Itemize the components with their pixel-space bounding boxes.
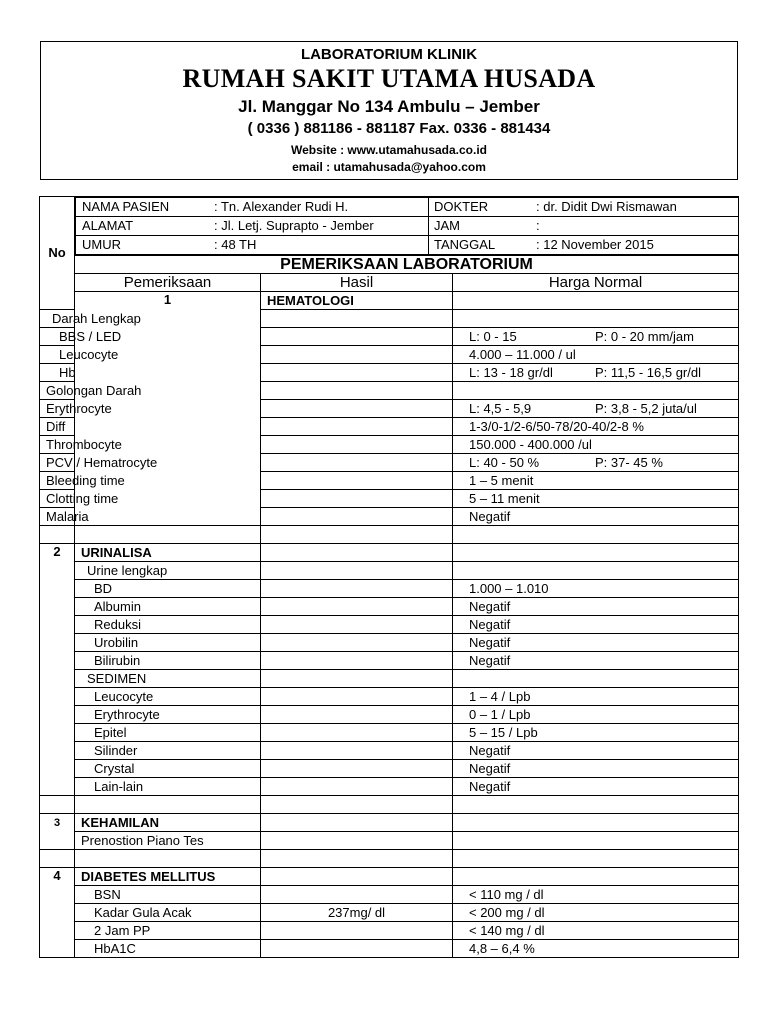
result-value bbox=[261, 886, 453, 904]
patient-name-label: NAMA PASIEN bbox=[82, 199, 170, 214]
exam-name: BSN bbox=[75, 886, 261, 904]
normal-value-text: 4.000 – 11.000 / ul bbox=[469, 346, 576, 362]
exam-name: Thrombocyte bbox=[40, 436, 75, 454]
exam-name: Bilirubin bbox=[75, 652, 261, 670]
exam-name: Malaria bbox=[40, 508, 75, 526]
report-title: PEMERIKSAAN LABORATORIUM bbox=[75, 256, 739, 274]
normal-value-text: Negatif bbox=[469, 634, 511, 650]
section-number bbox=[40, 814, 75, 850]
normal-value-text: Negatif bbox=[469, 652, 511, 668]
age-value: : 48 TH bbox=[214, 237, 257, 252]
result-value bbox=[261, 310, 453, 328]
normal-value bbox=[453, 310, 739, 328]
exam-name: Kadar Gula Acak bbox=[75, 904, 261, 922]
exam-name: PCV / Hematrocyte bbox=[40, 454, 75, 472]
result-value bbox=[261, 760, 453, 778]
exam-name: Golongan Darah bbox=[40, 382, 75, 400]
section-number bbox=[40, 544, 75, 796]
normal-value bbox=[453, 886, 739, 904]
result-cell bbox=[261, 814, 453, 832]
exam-name: Crystal bbox=[75, 760, 261, 778]
exam-name: BBS / LED bbox=[40, 328, 75, 346]
normal-value bbox=[453, 436, 739, 454]
normal-value-text: 0 – 1 / Lpb bbox=[469, 706, 531, 722]
spacer-row bbox=[40, 526, 739, 544]
table-row bbox=[40, 706, 739, 724]
normal-value bbox=[453, 418, 739, 436]
table-row bbox=[40, 778, 739, 796]
spacer-cell bbox=[40, 526, 75, 544]
exam-name: Erythrocyte bbox=[40, 400, 75, 418]
normal-value bbox=[453, 400, 739, 418]
normal-value-text: < 140 mg / dl bbox=[469, 922, 545, 938]
hospital-address: Jl. Manggar No 134 Ambulu – Jember bbox=[238, 97, 540, 116]
col-normal-header: Harga Normal bbox=[453, 274, 739, 292]
address-value: : Jl. Letj. Suprapto - Jember bbox=[214, 218, 374, 233]
exam-name: Darah Lengkap bbox=[40, 310, 75, 328]
exam-name: Erythrocyte bbox=[75, 706, 261, 724]
result-value bbox=[261, 472, 453, 490]
result-value bbox=[261, 688, 453, 706]
result-value bbox=[261, 562, 453, 580]
exam-name: Urine lengkap bbox=[75, 562, 261, 580]
spacer-cell bbox=[40, 796, 75, 814]
normal-value-text: Negatif bbox=[469, 598, 511, 614]
normal-value-text: < 110 mg / dl bbox=[469, 886, 544, 902]
lab-name: LABORATORIUM KLINIK bbox=[300, 46, 478, 63]
result-cell bbox=[453, 292, 739, 310]
hospital-website: Website : www.utamahusada.co.id bbox=[290, 143, 488, 157]
result-cell bbox=[261, 544, 453, 562]
no-label: No bbox=[48, 245, 66, 260]
table-row bbox=[40, 760, 739, 778]
exam-name: Reduksi bbox=[75, 616, 261, 634]
section-header-row bbox=[40, 868, 739, 886]
col-exam-header: Pemeriksaan bbox=[75, 274, 261, 292]
result-value bbox=[261, 922, 453, 940]
exam-name: BD bbox=[75, 580, 261, 598]
normal-value bbox=[453, 688, 739, 706]
normal-value bbox=[453, 328, 739, 346]
table-row bbox=[40, 832, 739, 850]
normal-cell bbox=[453, 814, 739, 832]
normal-value bbox=[453, 616, 739, 634]
hospital-name: RUMAH SAKIT UTAMA HUSADA bbox=[182, 64, 596, 93]
exam-name: SEDIMEN bbox=[75, 670, 261, 688]
normal-value bbox=[453, 832, 739, 850]
result-value bbox=[261, 490, 453, 508]
table-row bbox=[40, 904, 739, 922]
result-value bbox=[261, 346, 453, 364]
result-value bbox=[261, 580, 453, 598]
normal-value bbox=[453, 724, 739, 742]
normal-value bbox=[453, 760, 739, 778]
lab-report-table bbox=[39, 196, 739, 958]
normal-value-text: 4,8 – 6,4 % bbox=[469, 940, 535, 956]
normal-value-text: Negatif bbox=[469, 616, 511, 632]
spacer-cell bbox=[261, 850, 453, 868]
normal-cell bbox=[453, 544, 739, 562]
time-value: : bbox=[536, 218, 540, 233]
result-value bbox=[261, 508, 453, 526]
letterhead bbox=[40, 41, 738, 180]
normal-value bbox=[453, 364, 739, 382]
normal-value bbox=[453, 346, 739, 364]
spacer-cell bbox=[75, 796, 261, 814]
exam-name: HbA1C bbox=[75, 940, 261, 958]
section-name: HEMATOLOGI bbox=[261, 292, 453, 310]
normal-value-text: Negatif bbox=[469, 760, 511, 776]
normal-value-male: L: 4,5 - 5,9 bbox=[469, 400, 532, 416]
table-row bbox=[40, 652, 739, 670]
hospital-email: email : utamahusada@yahoo.com bbox=[292, 160, 486, 174]
normal-value-text: 5 – 11 menit bbox=[469, 490, 540, 506]
section-number bbox=[40, 868, 75, 958]
result-value bbox=[261, 418, 453, 436]
spacer-cell bbox=[261, 796, 453, 814]
normal-value bbox=[453, 940, 739, 958]
normal-value bbox=[453, 922, 739, 940]
spacer-cell bbox=[75, 850, 261, 868]
exam-name: Leucocyte bbox=[75, 688, 261, 706]
normal-value-text: 5 – 15 / Lpb bbox=[469, 724, 538, 740]
table-row bbox=[40, 580, 739, 598]
result-value bbox=[261, 652, 453, 670]
address-label: ALAMAT bbox=[82, 218, 134, 233]
section-number-text: 3 bbox=[53, 817, 61, 829]
result-value bbox=[261, 328, 453, 346]
result-value bbox=[261, 454, 453, 472]
result-value bbox=[261, 724, 453, 742]
normal-value-text: 1.000 – 1.010 bbox=[469, 580, 549, 596]
result-value bbox=[261, 616, 453, 634]
result-value bbox=[261, 598, 453, 616]
exam-name: Bleeding time bbox=[40, 472, 75, 490]
result-value bbox=[261, 364, 453, 382]
normal-value-male: L: 0 - 15 bbox=[469, 328, 517, 344]
exam-name: Lain-lain bbox=[75, 778, 261, 796]
exam-name: Prenostion Piano Tes bbox=[75, 832, 261, 850]
normal-value bbox=[453, 652, 739, 670]
table-row bbox=[40, 562, 739, 580]
normal-value bbox=[453, 508, 739, 526]
spacer-cell bbox=[453, 796, 739, 814]
age-label: UMUR bbox=[82, 237, 121, 252]
exam-name: Epitel bbox=[75, 724, 261, 742]
result-cell bbox=[261, 868, 453, 886]
patient-info bbox=[75, 197, 739, 256]
table-row bbox=[40, 922, 739, 940]
normal-value-text: 1-3/0-1/2-6/50-78/20-40/2-8 % bbox=[469, 418, 644, 434]
normal-value-female: P: 0 - 20 mm/jam bbox=[595, 328, 694, 344]
exam-name: Silinder bbox=[75, 742, 261, 760]
normal-value bbox=[453, 562, 739, 580]
table-row bbox=[40, 616, 739, 634]
result-value bbox=[261, 832, 453, 850]
exam-name: Diff bbox=[40, 418, 75, 436]
table-row bbox=[40, 598, 739, 616]
exam-name: Albumin bbox=[75, 598, 261, 616]
spacer-row bbox=[40, 850, 739, 868]
normal-value-text: < 200 mg / dl bbox=[469, 904, 545, 920]
normal-value bbox=[453, 454, 739, 472]
section-number-text: 1 bbox=[163, 292, 172, 307]
section-header-row bbox=[40, 544, 739, 562]
result-value bbox=[261, 742, 453, 760]
normal-value-male: L: 13 - 18 gr/dl bbox=[469, 364, 553, 380]
result-value bbox=[261, 706, 453, 724]
title-row bbox=[40, 256, 739, 274]
section-number-text: 2 bbox=[53, 544, 61, 559]
date-value: : 12 November 2015 bbox=[536, 237, 654, 252]
table-row bbox=[40, 886, 739, 904]
result-value: 237mg/ dl bbox=[261, 904, 453, 922]
normal-value bbox=[453, 490, 739, 508]
table-row bbox=[40, 724, 739, 742]
spacer-cell bbox=[261, 526, 453, 544]
table-row bbox=[40, 742, 739, 760]
normal-value-text: Negatif bbox=[469, 778, 511, 794]
result-value bbox=[261, 778, 453, 796]
doctor-label: DOKTER bbox=[434, 199, 489, 214]
patient-info-row bbox=[40, 197, 739, 256]
table-row bbox=[40, 940, 739, 958]
exam-name: Clotting time bbox=[40, 490, 75, 508]
col-result-header: Hasil bbox=[261, 274, 453, 292]
section-number-text: 4 bbox=[53, 868, 61, 883]
section-header-row bbox=[40, 292, 739, 310]
spacer-cell bbox=[453, 850, 739, 868]
normal-value-text: Negatif bbox=[469, 742, 511, 758]
doctor-value: : dr. Didit Dwi Rismawan bbox=[536, 199, 677, 214]
spacer-cell bbox=[453, 526, 739, 544]
section-name: DIABETES MELLITUS bbox=[75, 868, 261, 886]
normal-value-male: L: 40 - 50 % bbox=[469, 454, 540, 470]
normal-value bbox=[453, 598, 739, 616]
normal-value-text: 150.000 - 400.000 /ul bbox=[469, 436, 592, 452]
normal-value bbox=[453, 382, 739, 400]
table-row bbox=[40, 688, 739, 706]
normal-value bbox=[453, 742, 739, 760]
patient-name-value: : Tn. Alexander Rudi H. bbox=[214, 199, 349, 214]
result-value bbox=[261, 436, 453, 454]
exam-name: Hb bbox=[40, 364, 75, 382]
normal-value bbox=[453, 580, 739, 598]
normal-value bbox=[453, 670, 739, 688]
time-label: JAM bbox=[434, 218, 460, 233]
no-header bbox=[40, 197, 75, 310]
normal-value-female: P: 3,8 - 5,2 juta/ul bbox=[595, 400, 697, 416]
date-label: TANGGAL bbox=[434, 237, 496, 252]
normal-value-text: 1 – 4 / Lpb bbox=[469, 688, 531, 704]
table-row bbox=[40, 670, 739, 688]
exam-name: Urobilin bbox=[75, 634, 261, 652]
result-value bbox=[261, 634, 453, 652]
result-value bbox=[261, 382, 453, 400]
result-value bbox=[261, 670, 453, 688]
normal-cell bbox=[453, 868, 739, 886]
section-name: URINALISA bbox=[75, 544, 261, 562]
normal-value bbox=[453, 778, 739, 796]
result-value bbox=[261, 940, 453, 958]
normal-value bbox=[453, 634, 739, 652]
hospital-phone: ( 0336 ) 881186 - 881187 Fax. 0336 - 881434 bbox=[247, 120, 551, 137]
normal-value-text: 1 – 5 menit bbox=[469, 472, 534, 488]
normal-value-text: Negatif bbox=[469, 508, 511, 524]
spacer-cell bbox=[75, 526, 261, 544]
section-header-row bbox=[40, 814, 739, 832]
exam-name: 2 Jam PP bbox=[75, 922, 261, 940]
normal-value-female: P: 37- 45 % bbox=[595, 454, 663, 470]
table-row bbox=[40, 454, 739, 472]
table-row bbox=[40, 634, 739, 652]
result-value bbox=[261, 400, 453, 418]
normal-value bbox=[453, 472, 739, 490]
normal-value bbox=[453, 904, 739, 922]
normal-value-female: P: 11,5 - 16,5 gr/dl bbox=[595, 364, 701, 380]
spacer-row bbox=[40, 796, 739, 814]
column-header-row bbox=[40, 274, 739, 292]
section-name: KEHAMILAN bbox=[75, 814, 261, 832]
exam-name: Leucocyte bbox=[40, 346, 75, 364]
normal-value bbox=[453, 706, 739, 724]
spacer-cell bbox=[40, 850, 75, 868]
